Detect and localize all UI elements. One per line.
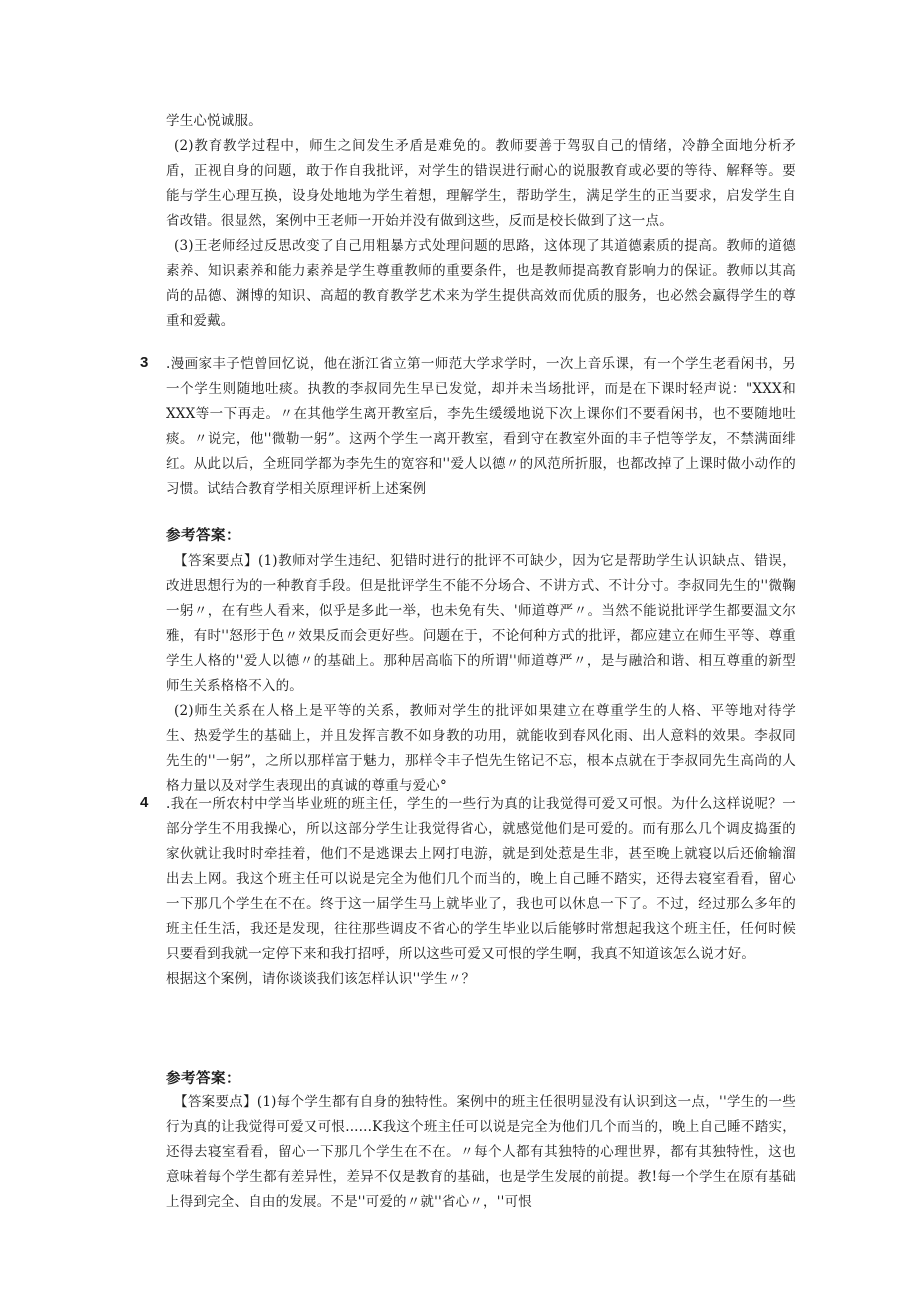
paragraph: .我在一所农村中学当毕业班的班主任，学生的一些行为真的让我觉得可爱又可恨。为什么这样说呢？一部分学生不用我操心，所以这部分学生让我觉得省心，就感觉他们是可爱的。而有那么几个调皮捣蛋的家伙就让我时时牵挂着，他们不是逃课去上网打电游，就是到处惹是生非，甚至晚上就寝以后还偷输溜出去上网。我这个班主任可以说是完全为他们几个而当的，晚上自己睡不踏实，还得去寝室看看，留心一下那几个学生在不在。终于这一届学生马上就毕业了，我也可以休息一下了。不过，经过那么多年的班主任生活，我还是发现，往往那些调皮不省心的学生毕业以后能够时常想起我这个班主任，任何时候只要看到我就一定停下来和我打招呼，所以这些可爱又可恨的学生啊，我真不知道该怎么说才好。	[166, 796, 796, 962]
question-number: 3	[140, 354, 149, 371]
answer-continuation	[166, 109, 796, 334]
answer-body	[166, 1090, 796, 1215]
paragraph: 学生心悦诚服。	[166, 113, 262, 129]
question-number: 4	[140, 794, 149, 811]
answer-heading: 参考答案：	[166, 1071, 241, 1087]
paragraph: (2)教育教学过程中，师生之间发生矛盾是难免的。教师要善于驾驭自己的情绪，冷静全面地分析矛盾，正视自身的问题，敢于作自我批评，对学生的错误进行耐心的说服教育或必要的等待、解释等。要能与学生心理互换，设身处地地为学生着想，理解学生，帮助学生，满足学生的正当要求，启发学生自省改错。很显然，案例中王老师一开始并没有做到这些，反而是校长做到了这一点。	[166, 138, 796, 229]
question-text	[166, 352, 796, 502]
paragraph: 【答案要点】(1)每个学生都有自身的独特性。案例中的班主任很明显没有认识到这一点，''学生的一些行为真的让我觉得可爱又可恨......K我这个班主任可以说是完全为他们几个而当的，晚上自己睡不踏实，还得去寝室看看，留心一下那几个学生在不在。〃每个人都有其独特的心理世界，都有其独特性，这也意味着每个学生都有差异性，差异不仅是教育的基础，也是学生发展的前提。教!每一个学生在原有基础上得到完全、自由的发展。不是''可爱的〃就''省心〃，''可恨	[166, 1094, 796, 1210]
paragraph: .漫画家丰子恺曾回忆说，他在浙江省立第一师范大学求学时，一次上音乐课，有一个学生老看闲书，另一个学生则随地吐痰。执教的李叔同先生早已发觉，却并未当场批评，而是在下课时轻声说："XXX和XXX等一下再走。〃在其他学生离开教室后，李先生缓缓地说下次上课你们不要看闲书，也不要随地吐痰。〃说完，他''微勒一躬”。这两个学生一离开教室，看到守在教室外面的丰子恺等学友，不禁满面绯红。从此以后，全班同学都为李先生的宽容和''爱人以德〃的风范所折服，也都改掉了上课时做小动作的习惯。试结合教育学相关原理评析上述案例	[166, 356, 796, 497]
question-text	[166, 792, 796, 992]
question-prompt: 根据这个案例，请你谈谈我们该怎样认识''学生〃？	[166, 971, 476, 987]
paragraph: (3)王老师经过反思改变了自己用粗暴方式处理问题的思路，这体现了其道德素质的提高。教师的道德素养、知识素养和能力素养是学生尊重教师的重要条件，也是教师提高教育影响力的保证。教师以其高尚的品德、渊博的知识、高超的教育教学艺术来为学生提供高效而优质的服务，也必然会赢得学生的尊重和爱戴。	[166, 238, 796, 329]
answer-body	[166, 549, 796, 799]
answer-heading: 参考答案：	[166, 528, 241, 544]
paragraph: 【答案要点】(1)教师对学生违纪、犯错时进行的批评不可缺少，因为它是帮助学生认识缺点、错误，改进思想行为的一种教育手段。但是批评学生不能不分场合、不讲方式、不计分寸。李叔同先生的''微鞠一躬〃，在有些人看来，似乎是多此一举，也未免有失、'师道尊严〃。当然不能说批评学生都要温文尔雅，有时''怒形于色〃效果反而会更好些。问题在于，不论何种方式的批评，都应建立在师生平等、尊重学生人格的''爱人以德〃的基础上。那种居高临下的所谓''师道尊严〃，是与融洽和谐、相互尊重的新型师生关系格格不入的。	[166, 553, 796, 694]
paragraph: (2)师生关系在人格上是平等的关系，教师对学生的批评如果建立在尊重学生的人格、平等地对待学生、热爱学生的基础上，并且发挥言教不如身教的功用，就能收到春风化雨、出人意料的效果。李叔同先生的''一躬”，之所以那样富于魅力，那样令丰子恺先生铭记不忘，根本点就在于李叔同先生高尚的人格力量以及对学生表现出的真诚的尊重与爱心°	[166, 703, 796, 794]
